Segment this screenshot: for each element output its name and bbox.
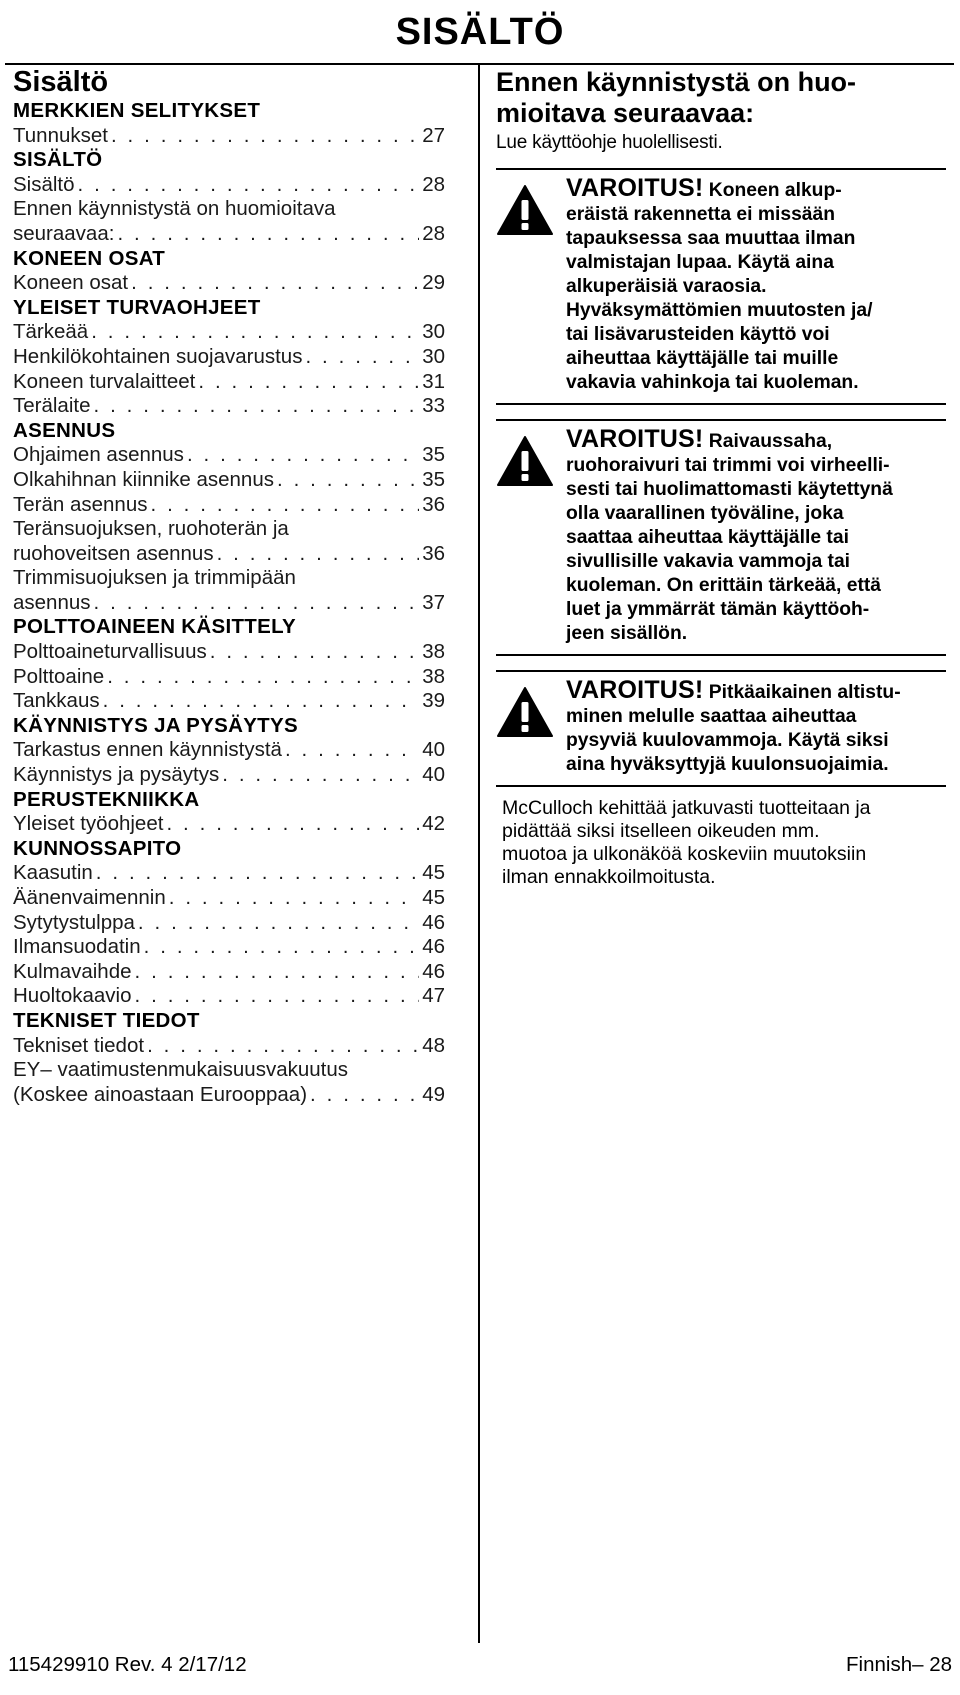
toc-entry-leader	[138, 911, 419, 936]
manufacturer-note	[502, 797, 946, 889]
toc-section-heading: SISÄLTÖ	[13, 148, 103, 172]
toc-entry-title: Tärkeää	[13, 320, 89, 344]
toc-entry-title: Koneen turvalaitteet	[13, 369, 196, 393]
toc-entry-title: Kaasutin	[13, 861, 93, 885]
toc-entry-title: Äänenvaimennin	[13, 886, 166, 909]
toc-entry-title: Tarkastus ennen käynnistystä	[13, 738, 282, 762]
toc-entry	[13, 689, 445, 714]
toc-entry	[13, 812, 445, 837]
toc-entry-page: 40	[422, 738, 445, 762]
heading-line: mioitava seuraavaa:	[496, 98, 755, 128]
toc-entry-title: (Koskee ainoastaan Eurooppaa)	[13, 1082, 308, 1106]
toc-entry-leader	[166, 812, 419, 837]
toc-section-heading: MERKKIEN SELITYKSET	[13, 99, 261, 122]
toc-entry-line: EY– vaatimustenmukaisuusvakuutus	[13, 1058, 349, 1082]
toc-entry	[13, 370, 445, 395]
column-divider	[478, 65, 480, 1643]
toc-entry	[13, 124, 445, 149]
table-of-contents	[13, 65, 445, 1107]
warning-line: minen melulle saattaa aiheuttaa	[566, 706, 857, 727]
warning-text	[566, 176, 946, 395]
toc-entry-title: Terälaite	[13, 394, 91, 418]
toc-entry-title: Terän asennus	[13, 492, 148, 516]
toc-entry	[13, 394, 445, 419]
toc-entry-page: 30	[422, 320, 445, 344]
toc-entry-page: 48	[422, 1033, 445, 1057]
toc-entry	[13, 271, 445, 296]
toc-entry	[13, 960, 445, 985]
toc-entry-title: Sytytystulppa	[13, 910, 135, 934]
toc-entry-title: Olkahihnan kiinnike asennus	[13, 467, 274, 491]
toc-entry-page: 38	[422, 664, 445, 688]
toc-entry-page: 29	[422, 271, 445, 295]
warning-text	[566, 427, 946, 646]
toc-entry-page: 45	[422, 861, 445, 885]
warning-line: ruohoraivuri tai trimmi voi virheelli-	[566, 455, 890, 476]
note-line: muotoa ja ulkonäköä koskeviin muutoksiin	[502, 843, 867, 865]
toc-entry-leader	[135, 960, 420, 985]
warning-line: aina hyväksyttyjä kuulonsuojaimia.	[566, 754, 889, 775]
toc-entry-page: 47	[422, 984, 445, 1008]
page-header-title: SISÄLTÖ	[386, 11, 575, 53]
toc-entry-leader	[144, 935, 420, 960]
toc-entry-leader	[210, 640, 419, 665]
toc-entry-leader	[217, 542, 420, 567]
toc-entry-title: Koneen osat	[13, 271, 129, 295]
toc-entry-leader	[111, 124, 419, 149]
toc-entry-page: 39	[422, 689, 445, 713]
toc-entry-page: 46	[422, 910, 445, 934]
toc-title: Sisältö	[13, 66, 109, 98]
toc-entry-leader	[150, 493, 419, 518]
warning-label: VAROITUS!	[566, 676, 704, 704]
toc-entry-leader	[169, 886, 419, 911]
toc-entry	[13, 640, 445, 665]
toc-entry	[13, 911, 445, 936]
toc-entry-page: 31	[422, 369, 445, 393]
toc-entry-title: Polttoaineturvallisuus	[13, 640, 207, 664]
before-start-subtitle: Lue käyttöohje huolellisesti.	[496, 132, 723, 153]
toc-entry-leader	[91, 320, 419, 345]
warning-line: sivullisille vakavia vammoja tai	[566, 551, 851, 572]
toc-section-heading: PERUSTEKNIIKKA	[13, 787, 200, 811]
toc-entry-leader	[117, 222, 419, 247]
toc-entry-page: 35	[422, 467, 445, 491]
note-line: McCulloch kehittää jatkuvasti tuotteitaan ja	[502, 797, 871, 819]
toc-entry	[13, 1034, 445, 1059]
toc-entry-page: 49	[422, 1082, 445, 1106]
toc-entry-page: 28	[422, 172, 445, 196]
toc-entry-leader	[78, 173, 420, 198]
warning-line: pysyviä kuulovammoja. Käytä siksi	[566, 730, 889, 751]
toc-entry	[13, 935, 445, 960]
toc-entry-page: 28	[422, 221, 445, 245]
toc-entry-title: Tekniset tiedot	[13, 1033, 145, 1057]
footer-page-number: Finnish– 28	[846, 1653, 952, 1676]
warning-line: eräistä rakennetta ei missään	[566, 204, 836, 225]
toc-entry-page: 42	[422, 812, 445, 836]
toc-entry-leader	[131, 271, 419, 296]
toc-entry-leader	[222, 763, 419, 788]
right-column	[496, 65, 946, 889]
warning-triangle-icon	[496, 686, 554, 738]
toc-entry-leader	[94, 591, 420, 616]
toc-entry-page: 36	[422, 492, 445, 516]
toc-entry-title: Ilmansuodatin	[13, 935, 141, 959]
toc-entry-page: 46	[422, 935, 445, 959]
warning-line: valmistajan lupaa. Käytä aina	[566, 252, 834, 273]
warning-line: aiheuttaa käyttäjälle tai muille	[566, 348, 839, 369]
toc-entry-leader	[305, 345, 419, 370]
toc-entry	[13, 763, 445, 788]
warning-line: kuoleman. On erittäin tärkeää, että	[566, 575, 882, 596]
toc-entry	[13, 984, 445, 1009]
toc-section-heading: KONEEN OSAT	[13, 246, 166, 270]
warning-triangle-icon	[496, 184, 554, 236]
toc-section-heading: TEKNISET TIEDOT	[13, 1008, 200, 1032]
toc-entry	[13, 320, 445, 345]
toc-entry	[13, 345, 445, 370]
toc-entry-leader	[277, 468, 419, 493]
toc-entry-leader	[310, 1083, 419, 1108]
toc-entry	[13, 591, 445, 616]
toc-entry-title: ruohoveitsen asennus	[13, 541, 214, 565]
toc-entry-page: 30	[422, 344, 445, 368]
toc-entry-leader	[285, 738, 419, 763]
warning-line: Koneen alkup-	[703, 180, 842, 201]
toc-section-heading: ASENNUS	[13, 418, 116, 442]
toc-entry-leader	[198, 370, 419, 395]
warning-line: luet ja ymmärrät tämän käyttöoh-	[566, 599, 870, 620]
warning-line: vakavia vahinkoja tai kuoleman.	[566, 372, 859, 393]
toc-entry-leader	[135, 984, 420, 1009]
warning-line: olla vaarallinen työväline, joka	[566, 503, 844, 524]
toc-entry-leader	[187, 443, 419, 468]
toc-section-heading: KUNNOSSAPITO	[13, 836, 182, 860]
toc-entry-title: Tankkaus	[13, 689, 100, 713]
warning-triangle-icon	[496, 435, 554, 487]
toc-entry-title: Huoltokaavio	[13, 984, 132, 1008]
toc-entry-leader	[94, 394, 420, 419]
toc-sections	[13, 99, 445, 1107]
toc-entry-leader	[96, 861, 419, 886]
warning-line: alkuperäisiä varaosia.	[566, 276, 767, 297]
toc-entry	[13, 443, 445, 468]
toc-entry-page: 35	[422, 443, 445, 467]
toc-entry	[13, 886, 445, 911]
warnings	[496, 168, 946, 787]
before-start-heading	[496, 67, 946, 129]
toc-entry	[13, 468, 445, 493]
warning-line: Hyväksymättömien muutosten ja/	[566, 300, 873, 321]
warning-box	[496, 419, 946, 656]
toc-entry-page: 33	[422, 394, 445, 418]
toc-entry-title: Tunnukset	[13, 123, 108, 147]
toc-entry-page: 36	[422, 541, 445, 565]
toc-entry-title: Henkilökohtainen suojavarustus	[13, 344, 303, 368]
toc-entry-page: 38	[422, 640, 445, 664]
toc-entry-page: 46	[422, 959, 445, 983]
toc-entry	[13, 861, 445, 886]
toc-entry-page: 45	[422, 886, 445, 909]
warning-line: tapauksessa saa muuttaa ilman	[566, 228, 856, 249]
toc-entry-title: asennus	[13, 590, 91, 614]
toc-entry-title: Ohjaimen asennus	[13, 443, 184, 467]
note-line: ilman ennakkoilmoitusta.	[502, 866, 716, 888]
warning-line: jeen sisällön.	[566, 623, 688, 644]
toc-entry-title: Polttoaine	[13, 664, 105, 688]
toc-entry-title: Yleiset työohjeet	[13, 812, 164, 836]
toc-entry-page: 37	[422, 590, 445, 614]
warning-label: VAROITUS!	[566, 174, 704, 202]
warning-line: Raivaussaha,	[703, 431, 833, 452]
toc-section-heading: KÄYNNISTYS JA PYSÄYTYS	[13, 713, 298, 737]
note-line: pidättää siksi itselleen oikeuden mm.	[502, 820, 820, 842]
footer-doc-id: 115429910 Rev. 4 2/17/12	[8, 1653, 247, 1676]
toc-section-heading: POLTTOAINEEN KÄSITTELY	[13, 615, 296, 639]
toc-entry-page: 40	[422, 763, 445, 787]
toc-entry	[13, 542, 445, 567]
toc-entry-title: Kulmavaihde	[13, 959, 132, 983]
warning-line: saattaa aiheuttaa käyttäjälle tai	[566, 527, 849, 548]
toc-entry-line: Trimmisuojuksen ja trimmipään	[13, 566, 296, 590]
warning-label: VAROITUS!	[566, 425, 704, 453]
toc-entry-title: Sisältö	[13, 172, 75, 196]
toc-entry	[13, 493, 445, 518]
page-header	[0, 10, 960, 54]
toc-entry-leader	[147, 1034, 419, 1059]
toc-entry-page: 27	[422, 123, 445, 147]
warning-text	[566, 678, 946, 777]
toc-entry-leader	[103, 689, 420, 714]
heading-line: Ennen käynnistystä on huo-	[496, 67, 857, 97]
toc-section-heading: YLEISET TURVAOHJEET	[13, 295, 261, 319]
toc-entry-line: Ennen käynnistystä on huomioitava	[13, 197, 336, 221]
warning-line: tai lisävarusteiden käyttö voi	[566, 324, 830, 345]
warning-box	[496, 670, 946, 787]
toc-entry-title: Käynnistys ja pysäytys	[13, 763, 220, 787]
warning-line: sesti tai huolimattomasti käytettynä	[566, 479, 893, 500]
toc-entry-line: Teränsuojuksen, ruohoterän ja	[13, 517, 289, 541]
toc-entry	[13, 665, 445, 690]
toc-entry-leader	[107, 665, 419, 690]
toc-entry	[13, 173, 445, 198]
toc-entry	[13, 222, 445, 247]
warning-box	[496, 168, 946, 405]
toc-entry	[13, 738, 445, 763]
warning-line: Pitkäaikainen altistu-	[703, 682, 901, 703]
toc-entry	[13, 1083, 445, 1108]
toc-entry-title: seuraavaa:	[13, 221, 115, 245]
